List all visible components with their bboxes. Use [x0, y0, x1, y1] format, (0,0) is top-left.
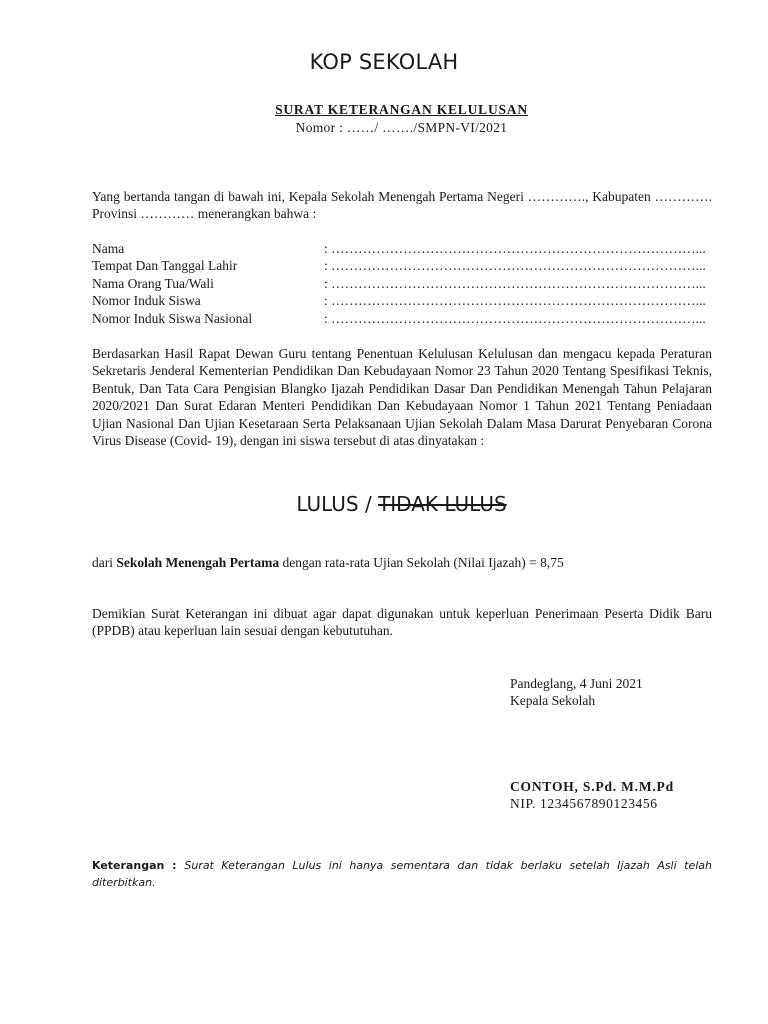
field-label: Nama: [92, 241, 125, 256]
footnote-label: Keterangan :: [92, 859, 185, 872]
field-label: Nama Orang Tua/Wali: [92, 275, 214, 291]
letterhead-title: KOP SEKOLAH: [309, 50, 459, 74]
student-fields: [92, 240, 712, 327]
field-value: : ………………………………………………………………………...: [324, 293, 706, 309]
field-row-nama: [92, 240, 712, 257]
basis-paragraph: Berdasarkan Hasil Rapat Dewan Guru tentang Penentuan Kelulusan Kelulusan dan mengacu kepada Peraturan Sekretaris Jenderal Kementerian Pendidikan Dan Kebudayaan Nomor 23 Tahun 2020 Tentang Spesifikasi Teknis, Bentuk, Dan Tata Cara Pengisian Blangko Ijazah Pendidikan Dasar Dan Pendidikan Menengah Tahun Pelajaran 2020/2021 Dan Surat Edaran Menteri Pendidikan Dan Kebudayaan Nomor 1 Tahun 2021 Tentang Peniadaan Ujian Nasional Dan Ujian Kesetaraan Serta Pelaksanaan Ujian Sekolah Dalam Masa Darurat Penyebaran Corona Virus Disease (Covid- 19), dengan ini siswa tersebut di atas dinyatakan :: [92, 346, 712, 449]
field-row-nis: [92, 292, 712, 309]
result-lulus: LULUS /: [296, 492, 379, 516]
field-label: Nomor Induk Siswa Nasional: [92, 310, 253, 326]
footnote-text: Surat Keterangan Lulus ini hanya sementara dan tidak berlaku setelah Ijazah Asli telah diterbitkan.: [92, 859, 712, 889]
place-date: Pandeglang, 4 Juni 2021: [510, 676, 643, 691]
field-row-nisn: [92, 310, 712, 327]
intro-paragraph: Yang bertanda tangan di bawah ini, Kepala Sekolah Menengah Pertama Negeri …………., Kabupaten …………. Provinsi ………… menerangkan bahwa :: [92, 189, 712, 222]
signer-position: Kepala Sekolah: [510, 693, 596, 709]
field-value: : ………………………………………………………………………...: [324, 241, 706, 256]
document-number: Nomor : ……/ ……./SMPN-VI/2021: [295, 120, 508, 135]
field-label: Tempat Dan Tanggal Lahir: [92, 258, 238, 274]
result-tidak-lulus: TIDAK LULUS: [378, 492, 507, 516]
footnote: [92, 857, 712, 891]
signer-name: CONTOH, S.Pd. M.M.Pd: [510, 779, 674, 794]
document-title: SURAT KETERANGAN KELULUSAN: [275, 102, 528, 117]
grade-suffix: dengan rata-rata Ujian Sekolah (Nilai Ijazah) = 8,75: [279, 555, 564, 570]
field-value: : ………………………………………………………………………...: [324, 310, 706, 326]
field-row-ttl: [92, 257, 712, 274]
signature-block: [510, 675, 643, 710]
graduation-result: [0, 492, 768, 516]
closing-paragraph: Demikian Surat Keterangan ini dibuat agar dapat digunakan untuk keperluan Penerimaan Peserta Didik Baru (PPDB) atau keperluan lain sesuai dengan kebututuhan.: [92, 606, 712, 639]
field-row-orang-tua: [92, 275, 712, 292]
grade-prefix: dari: [92, 555, 117, 570]
field-value: : ………………………………………………………………………...: [324, 275, 706, 291]
grade-line: [92, 554, 712, 571]
grade-school: Sekolah Menengah Pertama: [116, 555, 280, 570]
field-label: Nomor Induk Siswa: [92, 293, 201, 309]
field-value: : ………………………………………………………………………...: [324, 258, 706, 274]
signer-nip: NIP. 1234567890123456: [510, 796, 658, 811]
